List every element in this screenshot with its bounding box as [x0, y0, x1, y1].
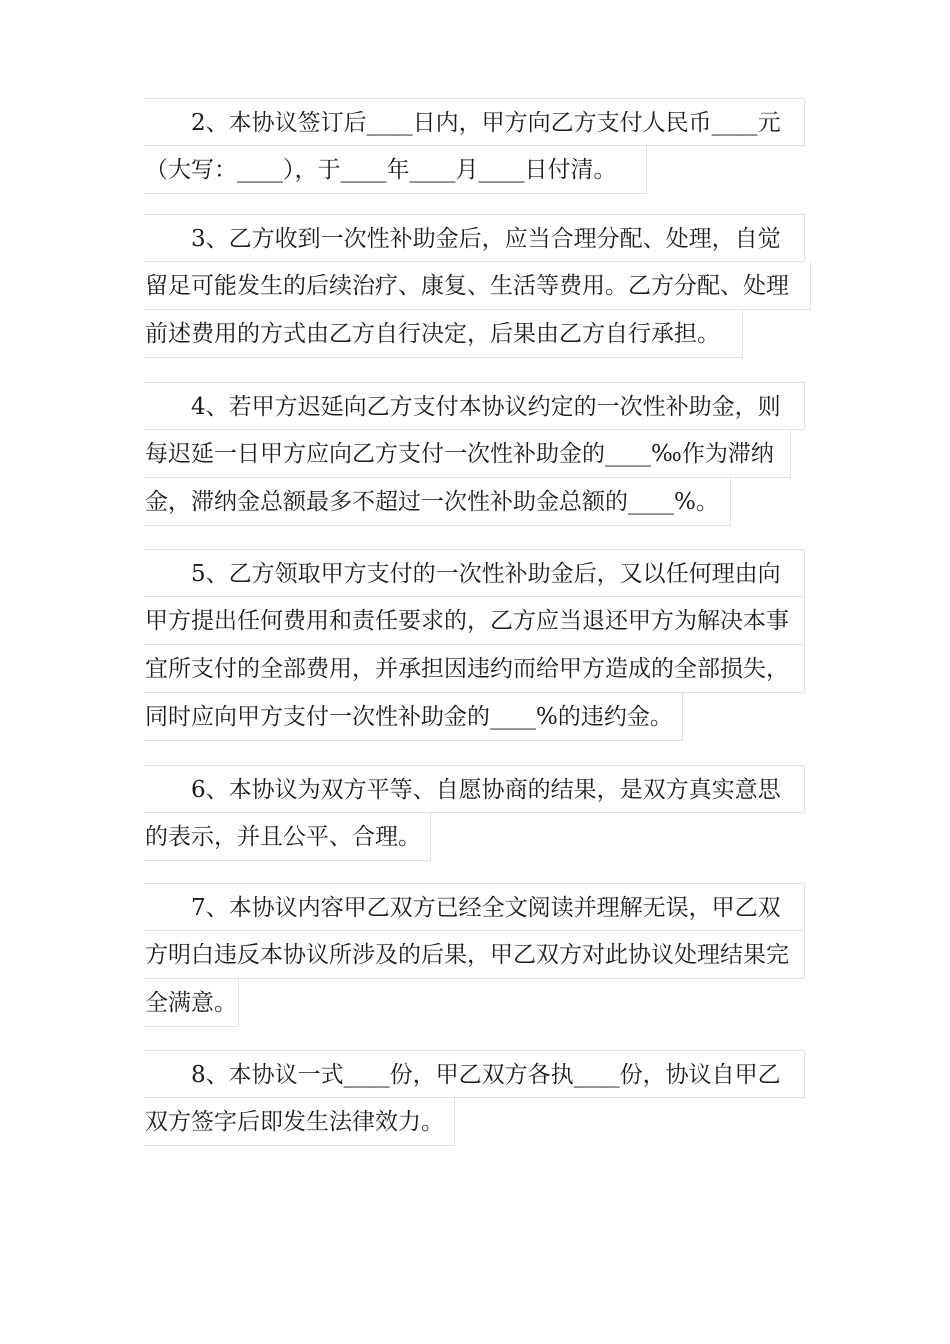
clause-line: 4、若甲方迟延向乙方支付本协议约定的一次性补助金，则 — [143, 382, 805, 430]
clause-line: 双方签字后即发生法律效力。 — [143, 1098, 455, 1146]
clause-7 — [143, 883, 805, 1027]
clause-line: （大写：____），于____年____月____日付清。 — [143, 146, 647, 194]
clause-line: 同时应向甲方支付一次性补助金的____%的违约金。 — [143, 693, 683, 741]
clause-line: 2、本协议签订后____日内，甲方向乙方支付人民币____元 — [143, 98, 805, 146]
clause-line: 金，滞纳金总额最多不超过一次性补助金总额的____%。 — [143, 478, 731, 526]
clause-line: 3、乙方收到一次性补助金后，应当合理分配、处理，自觉 — [143, 214, 805, 262]
clause-line: 留足可能发生的后续治疗、康复、生活等费用。乙方分配、处理 — [143, 262, 811, 310]
clause-line: 全满意。 — [143, 979, 239, 1027]
clause-line: 宜所支付的全部费用，并承担因违约而给甲方造成的全部损失， — [143, 645, 805, 693]
clause-4 — [143, 382, 805, 526]
clause-6 — [143, 765, 805, 861]
clause-line: 方明白违反本协议所涉及的后果，甲乙双方对此协议处理结果完 — [143, 931, 805, 979]
clause-line: 每迟延一日甲方应向乙方支付一次性补助金的____‰作为滞纳 — [143, 430, 791, 478]
clause-line: 7、本协议内容甲乙双方已经全文阅读并理解无误，甲乙双 — [143, 883, 805, 931]
clause-2 — [143, 98, 805, 194]
clause-8 — [143, 1050, 805, 1146]
clause-line: 前述费用的方式由乙方自行决定，后果由乙方自行承担。 — [143, 310, 743, 358]
clause-line: 6、本协议为双方平等、自愿协商的结果，是双方真实意思 — [143, 765, 805, 813]
clause-3 — [143, 214, 811, 358]
clause-line: 的表示，并且公平、合理。 — [143, 813, 431, 861]
clause-line: 5、乙方领取甲方支付的一次性补助金后，又以任何理由向 — [143, 549, 805, 597]
clause-5 — [143, 549, 805, 741]
clause-line: 8、本协议一式____份，甲乙双方各执____份，协议自甲乙 — [143, 1050, 805, 1098]
clause-line: 甲方提出任何费用和责任要求的，乙方应当退还甲方为解决本事 — [143, 597, 805, 645]
